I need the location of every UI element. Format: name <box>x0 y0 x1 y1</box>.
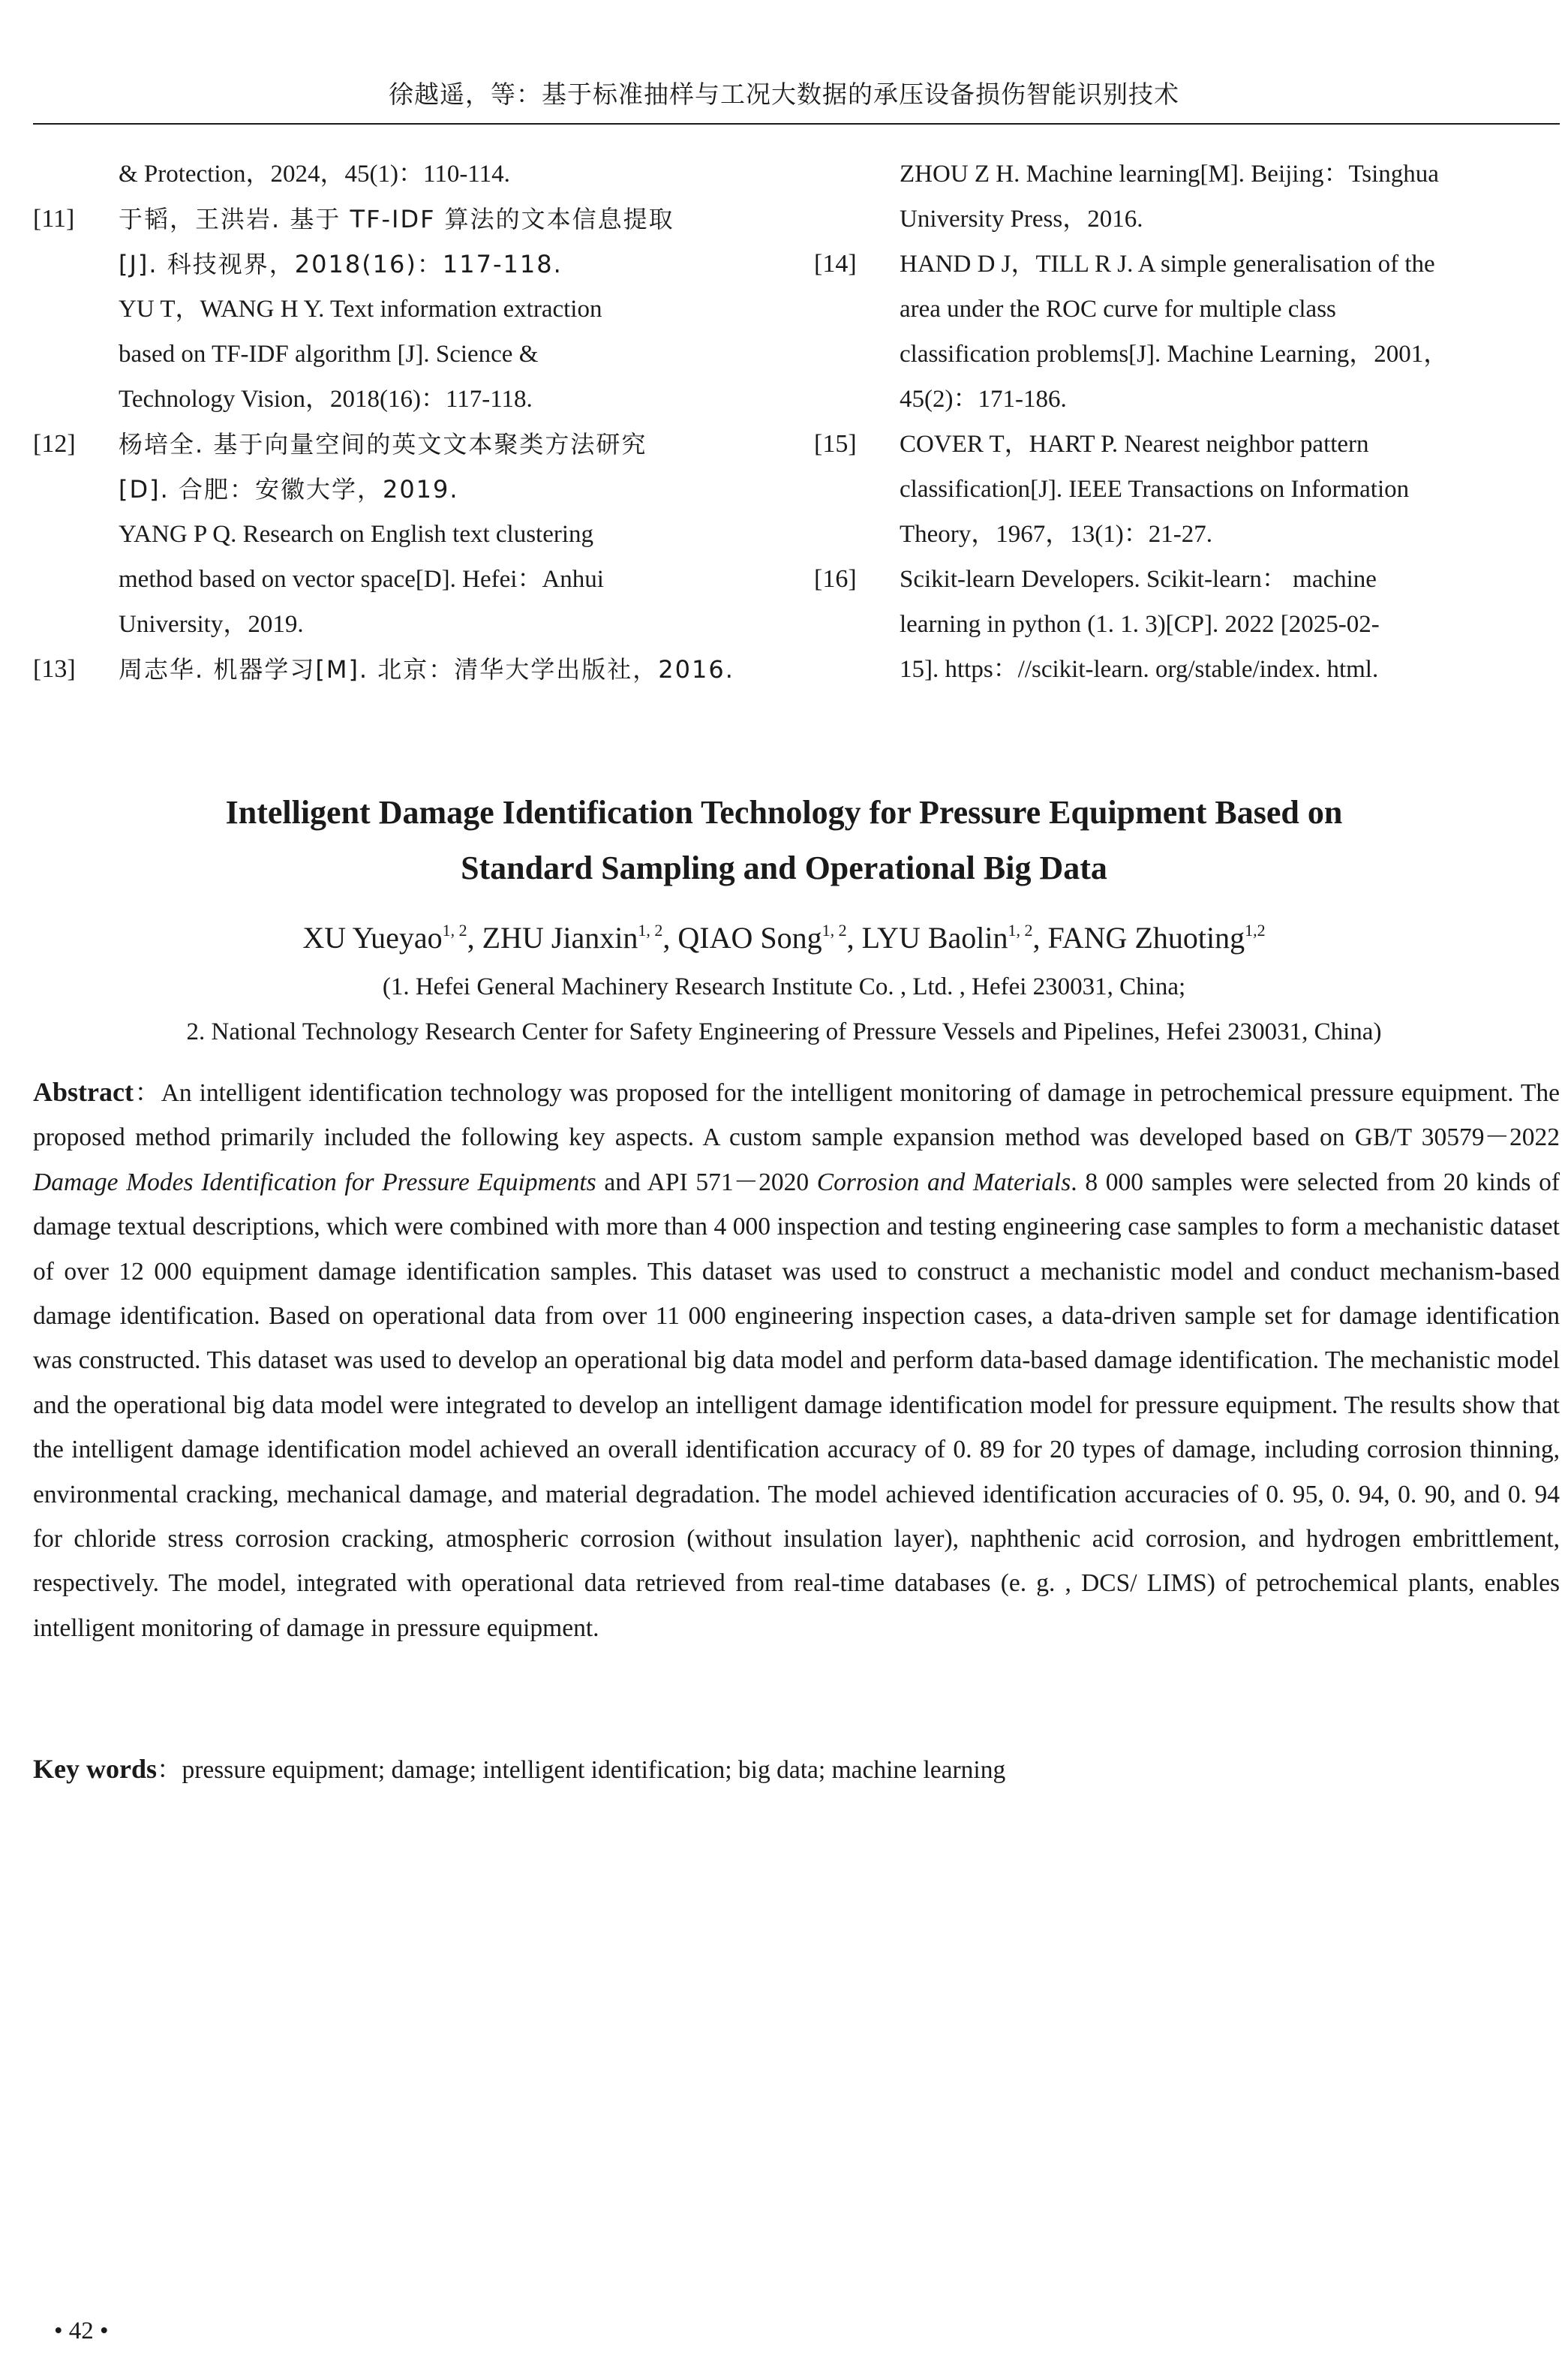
references-left-column <box>33 152 761 692</box>
keywords <box>33 1747 1560 1792</box>
reference-12 <box>33 422 761 647</box>
reference-15 <box>814 422 1542 557</box>
reference-14 <box>814 242 1542 422</box>
reference-number: [12] <box>33 430 76 458</box>
author-separator: , <box>846 921 862 955</box>
reference-line: YANG P Q. Research on English text clustering <box>119 521 594 548</box>
author-name: FANG Zhuoting <box>1047 921 1245 955</box>
abstract-text: An intelligent identification technology was proposed for the intelligent monitoring of damage in petrochemical pressure equipment. The proposed method primarily included the following key aspects. A custom sample expansion method was developed based on GB/T 30579－2022 <box>33 1079 1560 1152</box>
reference-line: Theory，1967，13(1)：21-27. <box>900 521 1213 548</box>
reference-line: 于韬，王洪岩. 基于 TF-IDF 算法的文本信息提取 <box>119 205 674 233</box>
running-header: 徐越遥，等：基于标准抽样与工况大数据的承压设备损伤智能识别技术 <box>389 80 1179 109</box>
keywords-text: pressure equipment; damage; intelligent identification; big data; machine learning <box>182 1756 1006 1784</box>
reference-line: Scikit-learn Developers. Scikit-learn： machine <box>900 566 1377 593</box>
reference-line: [D]. 合肥：安徽大学，2019. <box>119 475 459 504</box>
author-list <box>0 910 1568 959</box>
reference-line: learning in python (1. 1. 3)[CP]. 2022 [2025-02- <box>900 611 1380 638</box>
abstract-label: Abstract <box>33 1077 134 1107</box>
reference-line: YU T，WANG H Y. Text information extraction <box>119 296 602 323</box>
abstract-standard-title: Damage Modes Identification for Pressure Equipments <box>33 1168 596 1196</box>
reference-line: method based on vector space[D]. Hefei：Anhui <box>119 566 604 593</box>
author-affiliation-marker: 1, 2 <box>822 921 847 940</box>
reference-line: area under the ROC curve for multiple class <box>900 296 1336 323</box>
reference-line: classification[J]. IEEE Transactions on Information <box>900 476 1410 503</box>
reference-number: [16] <box>814 565 857 593</box>
author-separator: , <box>662 921 678 955</box>
author-separator: , <box>1032 921 1048 955</box>
author-name: LYU Baolin <box>861 921 1008 955</box>
author-name: ZHU Jianxin <box>482 921 638 955</box>
abstract-separator: ： <box>133 1079 161 1107</box>
author-name: QIAO Song <box>677 921 822 955</box>
reference-line: HAND D J，TILL R J. A simple generalisation of the <box>900 251 1435 278</box>
author-separator: , <box>467 921 482 955</box>
reference-line: Technology Vision，2018(16)：117-118. <box>119 386 533 413</box>
affiliation-2: 2. National Technology Research Center for Safety Engineering of Pressure Vessels and Pipelines, Hefei 230031, China) <box>186 1018 1382 1045</box>
keywords-separator: ： <box>157 1756 182 1784</box>
reference-10-continued <box>33 152 761 197</box>
reference-line: 杨培全. 基于向量空间的英文文本聚类方法研究 <box>119 430 647 459</box>
reference-number: [13] <box>33 655 76 683</box>
author-name: XU Yueyao <box>302 921 443 955</box>
author-affiliation-marker: 1, 2 <box>442 921 467 940</box>
reference-line: 15]. https：//scikit-learn. org/stable/index. html. <box>900 656 1379 683</box>
author-affiliation-marker: 1, 2 <box>638 921 663 940</box>
reference-line: based on TF-IDF algorithm [J]. Science & <box>119 341 539 368</box>
page-number: • 42 • <box>54 2317 109 2344</box>
reference-number: [11] <box>33 205 75 233</box>
reference-line: [J]. 科技视界，2018(16)：117-118. <box>119 250 563 278</box>
references-right-column <box>814 152 1542 692</box>
abstract-text: and API 571－2020 <box>596 1168 817 1196</box>
reference-line: & Protection，2024，45(1)：110-114. <box>119 161 510 188</box>
reference-line: ZHOU Z H. Machine learning[M]. Beijing：Tsinghua <box>900 161 1439 188</box>
header-rule <box>33 123 1560 125</box>
abstract <box>33 1070 1560 1650</box>
reference-11 <box>33 197 761 422</box>
reference-line: COVER T，HART P. Nearest neighbor pattern <box>900 431 1369 458</box>
reference-13 <box>33 647 761 692</box>
paper-title <box>0 785 1568 896</box>
reference-line: classification problems[J]. Machine Learning，2001， <box>900 341 1449 368</box>
reference-number: [15] <box>814 430 857 458</box>
author-affiliation-marker: 1,2 <box>1245 921 1266 940</box>
reference-line: University，2019. <box>119 611 304 638</box>
abstract-text: . 8 000 samples were selected from 20 kinds of damage textual descriptions, which were combined with more than 4 000 inspection and testing engineering case samples to form a mechanistic dataset of over 12 000 equipment damage identification samples. This dataset was used to construct a mechanistic model and conduct mechanism-based damage identification. Based on operational data from over 11 000 engineering inspection cases, a data-driven sample set for damage identification was constructed. This dataset was used to develop an operational big data model and perform data-based damage identification. The mechanistic model and the operational big data model were integrated to develop an intelligent damage identification model for pressure equipment. The results show that the intelligent damage identification model achieved an overall identification accuracy of 0. 89 for 20 types of damage, including corrosion thinning, environmental cracking, mechanical damage, and material degradation. The model achieved identification accuracies of 0. 95, 0. 94, 0. 90, and 0. 94 for chloride stress corrosion cracking, atmospheric corrosion (without insulation layer), naphthenic acid corrosion, and hydrogen embrittlement, respectively. The model, integrated with operational data retrieved from real-time databases (e. g. , DCS/ LIMS) of petrochemical plants, enables intelligent monitoring of damage in pressure equipment. <box>33 1168 1560 1642</box>
title-line-2: Standard Sampling and Operational Big Data <box>461 850 1107 886</box>
reference-line: 45(2)：171-186. <box>900 386 1067 413</box>
reference-number: [14] <box>814 250 857 278</box>
abstract-standard-title: Corrosion and Materials <box>816 1168 1071 1196</box>
author-affiliation-marker: 1, 2 <box>1008 921 1033 940</box>
keywords-label: Key words <box>33 1754 157 1784</box>
affiliation-1: (1. Hefei General Machinery Research Institute Co. , Ltd. , Hefei 230031, China; <box>382 973 1186 1000</box>
reference-line: University Press，2016. <box>900 206 1143 233</box>
title-line-1: Intelligent Damage Identification Technology for Pressure Equipment Based on <box>225 794 1343 831</box>
reference-16 <box>814 557 1542 692</box>
reference-line: 周志华. 机器学习[M]. 北京：清华大学出版社，2016. <box>119 655 734 684</box>
reference-13-continued <box>814 152 1542 242</box>
